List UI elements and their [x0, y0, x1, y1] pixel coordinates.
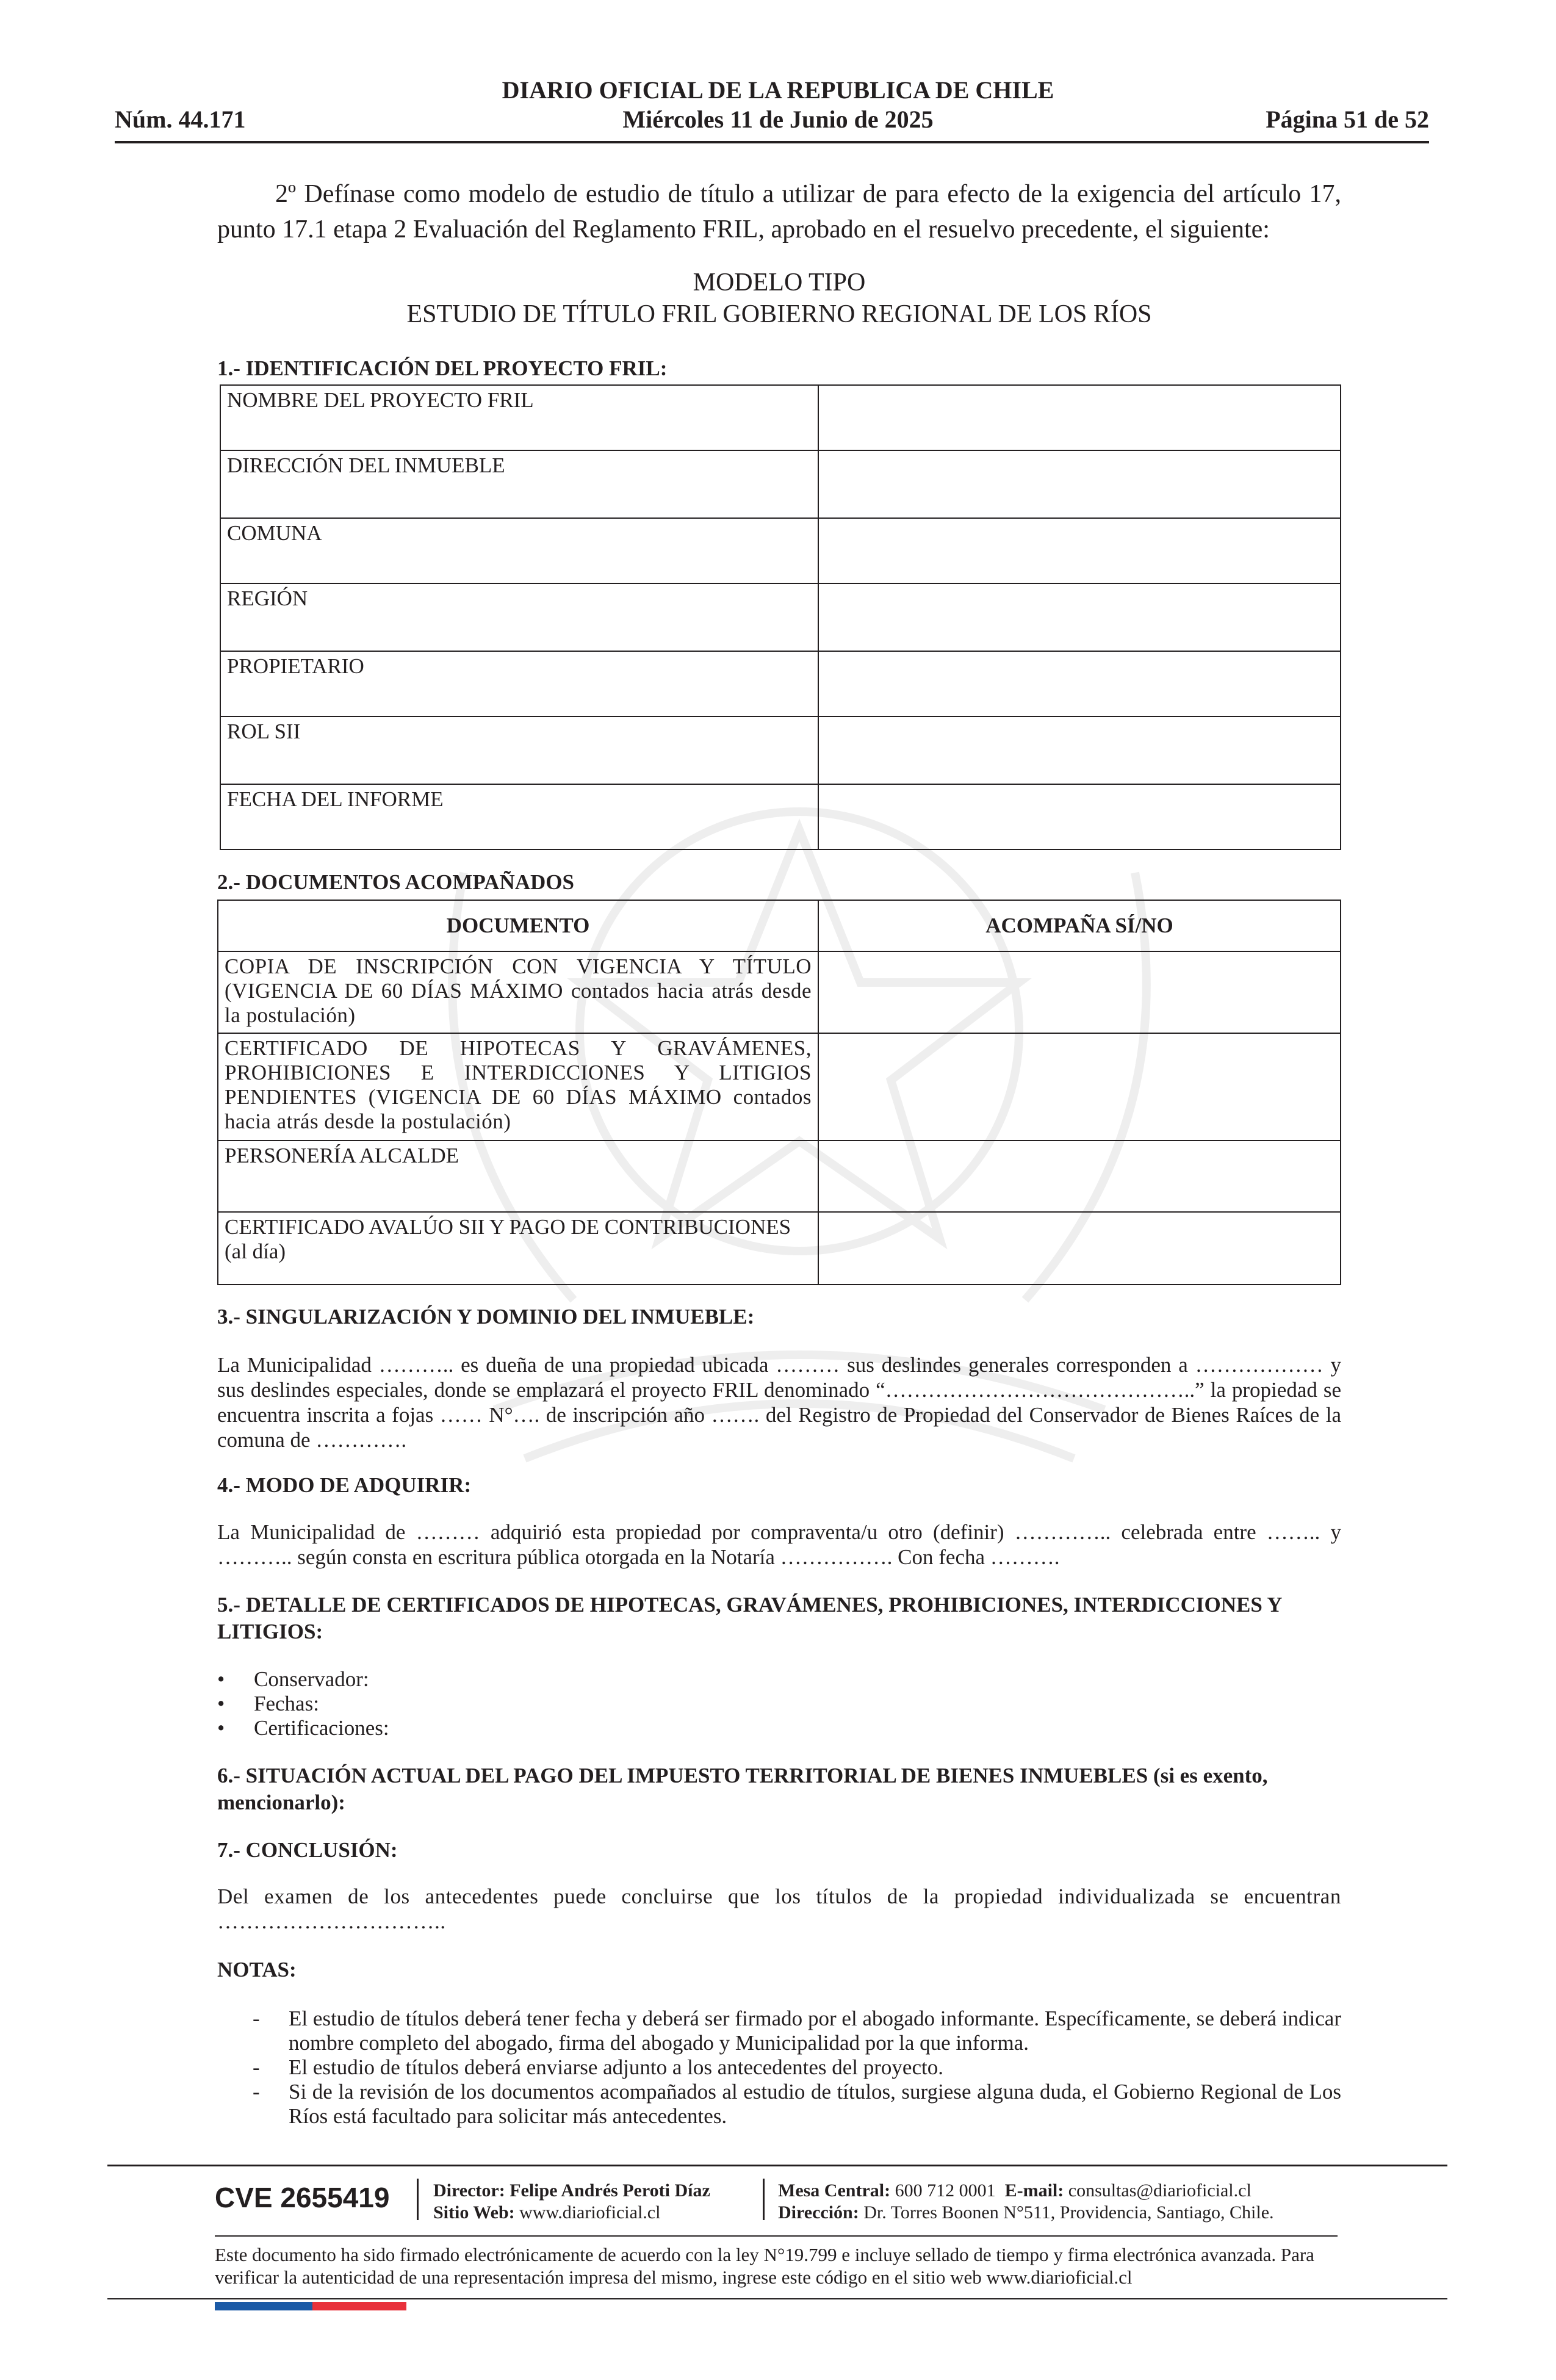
director-block — [433, 2180, 710, 2224]
table-row — [220, 651, 1341, 716]
phone-email-line — [778, 2180, 1274, 2202]
list-item-text: Si de la revisión de los documentos acompañados al estudio de títulos, surgiese alguna duda, el Gobierno Regional de Los Ríos está facultado para solicitar más antecedentes. — [289, 2080, 1341, 2128]
list-item — [217, 1667, 1341, 1692]
footer-divider-2 — [763, 2179, 765, 2220]
bullet-icon: • — [217, 1716, 225, 1740]
row-label: DIRECCIÓN DEL INMUEBLE — [220, 450, 818, 518]
identification-table — [220, 384, 1341, 850]
director-line — [433, 2180, 710, 2202]
issue-number: Núm. 44.171 — [115, 106, 246, 133]
publication-title: DIARIO OFICIAL DE LA REPUBLICA DE CHILE — [502, 76, 1054, 104]
table-row — [220, 784, 1341, 849]
model-title — [217, 267, 1341, 330]
table-row — [218, 1212, 1341, 1285]
list-item-text: El estudio de títulos deberá tener fecha y deberá ser firmado por el abogado informante. Específicamente, se deberá indicar nombre completo del abogado, firma del abogado y Municipalidad por la que informa. — [289, 2007, 1341, 2055]
address-label: Dirección: — [778, 2202, 859, 2223]
flag-stripe-blue — [215, 2302, 312, 2310]
list-item — [217, 1692, 1341, 1716]
cve-code: CVE 2655419 — [215, 2182, 390, 2213]
footer-bottom-rule — [107, 2298, 1447, 2299]
row-label: NOMBRE DEL PROYECTO FRIL — [220, 385, 818, 450]
page-number: Página 51 de 52 — [1266, 106, 1429, 133]
list-item — [217, 2080, 1341, 2129]
section-5-list — [217, 1667, 1341, 1740]
accompanies-cell — [818, 951, 1341, 1033]
table-row — [218, 1141, 1341, 1212]
model-line-1: MODELO TIPO — [693, 269, 866, 297]
signature-disclaimer: Este documento ha sido firmado electrónicamente de acuerdo con la ley N°19.799 e incluye sellado de tiempo y firma electrónica avanzada. Para verificar la autenticidad de una representación impresa del mismo, ingrese este código en el sitio web www.diarioficial.cl — [215, 2244, 1314, 2288]
column-header-accompanies: ACOMPAÑA SÍ/NO — [818, 900, 1341, 951]
bullet-icon: • — [217, 1692, 225, 1715]
intro-paragraph: 2º Defínase como modelo de estudio de título a utilizar de para efecto de la exigencia del artículo 17, punto 17.1 etapa 2 Evaluación del Reglamento FRIL, aprobado en el resuelvo precedente, el siguiente: — [217, 180, 1341, 243]
section-5-heading: 5.- DETALLE DE CERTIFICADOS DE HIPOTECAS, GRAVÁMENES, PROHIBICIONES, INTERDICCIONES Y LITIGIOS: — [217, 1593, 1282, 1643]
list-item — [217, 2007, 1341, 2055]
website-label: Sitio Web: — [433, 2202, 515, 2223]
email-link[interactable]: consultas@diarioficial.cl — [1068, 2180, 1252, 2201]
address-line — [778, 2202, 1274, 2224]
table-row — [220, 518, 1341, 583]
section-1-heading: 1.- IDENTIFICACIÓN DEL PROYECTO FRIL: — [217, 356, 668, 380]
model-line-2: ESTUDIO DE TÍTULO FRIL GOBIERNO REGIONAL DE LOS RÍOS — [406, 300, 1152, 328]
list-item-text: Fechas: — [254, 1692, 319, 1715]
list-item-text: Certificaciones: — [254, 1716, 389, 1740]
contact-block — [778, 2180, 1274, 2224]
section-3-heading: 3.- SINGULARIZACIÓN Y DOMINIO DEL INMUEBLE: — [217, 1305, 755, 1329]
row-label: REGIÓN — [220, 583, 818, 651]
table-row — [220, 450, 1341, 518]
list-item-text: El estudio de títulos deberá enviarse adjunto a los antecedentes del proyecto. — [289, 2055, 943, 2079]
list-item — [217, 1716, 1341, 1740]
publication-date: Miércoles 11 de Junio de 2025 — [622, 106, 934, 133]
website-line — [433, 2202, 710, 2224]
bullet-icon: • — [217, 1667, 225, 1691]
table-row — [220, 716, 1341, 784]
address-text: Dr. Torres Boonen N°511, Providencia, Santiago, Chile. — [863, 2202, 1274, 2223]
section-4-heading: 4.- MODO DE ADQUIRIR: — [217, 1473, 472, 1497]
section-4-text: La Municipalidad de ……… adquirió esta propiedad por compraventa/u otro (definir) ………….. celebrada entre …….. y ……….. según consta en escritura pública otorgada en la Notaría ……………. Con fecha ………. — [217, 1520, 1341, 1569]
table-row — [218, 1033, 1341, 1141]
notes-list — [217, 2007, 1341, 2129]
section-7-heading: 7.- CONCLUSIÓN: — [217, 1838, 398, 1862]
table-row — [220, 583, 1341, 651]
section-2-heading: 2.- DOCUMENTOS ACOMPAÑADOS — [217, 870, 574, 894]
row-value — [818, 583, 1341, 651]
row-label: PROPIETARIO — [220, 651, 818, 716]
row-value — [818, 716, 1341, 784]
row-value — [818, 784, 1341, 849]
website-link[interactable]: www.diarioficial.cl — [519, 2202, 661, 2223]
accompanies-cell — [818, 1033, 1341, 1141]
dash-icon: - — [253, 2080, 260, 2104]
flag-stripe-red — [312, 2302, 406, 2310]
document-cell: COPIA DE INSCRIPCIÓN CON VIGENCIA Y TÍTULO (VIGENCIA DE 60 DÍAS MÁXIMO contados hacia atrás desde la postulación) — [218, 951, 818, 1033]
accompanies-cell — [818, 1141, 1341, 1212]
accompanies-cell — [818, 1212, 1341, 1285]
list-item-text: Conservador: — [254, 1667, 369, 1691]
director-label: Director: — [433, 2180, 505, 2201]
footer-middle-rule — [215, 2235, 1338, 2237]
phone-label: Mesa Central: — [778, 2180, 891, 2201]
row-label: FECHA DEL INFORME — [220, 784, 818, 849]
footer-top-rule — [107, 2165, 1447, 2166]
footer-divider-1 — [417, 2179, 419, 2220]
document-cell: CERTIFICADO DE HIPOTECAS Y GRAVÁMENES, PROHIBICIONES E INTERDICCIONES Y LITIGIOS PENDIENTES (VIGENCIA DE 60 DÍAS MÁXIMO contados hacia atrás desde la postulación) — [218, 1033, 818, 1141]
row-value — [818, 651, 1341, 716]
row-label: COMUNA — [220, 518, 818, 583]
phone-number: 600 712 0001 — [895, 2180, 996, 2201]
table-row — [220, 385, 1341, 450]
section-3-text: La Municipalidad ……….. es dueña de una propiedad ubicada ……… sus deslindes generales corresponden a ……………… y sus deslindes especiales, donde se emplazará el proyecto FRIL denominado “……………………………………..” la propiedad se encuentra inscrita a fojas …… N°…. de inscripción año ……. del Registro de Propiedad del Conservador de Bienes Raíces de la comuna de …………. — [217, 1353, 1341, 1452]
header-rule — [115, 141, 1429, 143]
dash-icon: - — [253, 2007, 260, 2030]
row-label: ROL SII — [220, 716, 818, 784]
table-row — [218, 951, 1341, 1033]
section-6-heading: 6.- SITUACIÓN ACTUAL DEL PAGO DEL IMPUESTO TERRITORIAL DE BIENES INMUEBLES (si es exento, mencionarlo): — [217, 1764, 1268, 1814]
table-header-row — [218, 900, 1341, 951]
row-value — [818, 385, 1341, 450]
email-label: E-mail: — [1004, 2180, 1064, 2201]
row-value — [818, 450, 1341, 518]
director-name: Felipe Andrés Peroti Díaz — [510, 2180, 710, 2201]
section-7-text: Del examen de los antecedentes puede concluirse que los títulos de la propiedad individualizada se encuentran ………………………….. — [217, 1884, 1341, 1933]
documents-table — [217, 900, 1341, 1285]
list-item — [217, 2055, 1341, 2080]
document-cell: CERTIFICADO AVALÚO SII Y PAGO DE CONTRIBUCIONES (al día) — [218, 1212, 818, 1285]
notes-heading: NOTAS: — [217, 1958, 297, 1982]
row-value — [818, 518, 1341, 583]
column-header-document: DOCUMENTO — [218, 900, 818, 951]
dash-icon: - — [253, 2055, 260, 2079]
document-cell: PERSONERÍA ALCALDE — [218, 1141, 818, 1212]
